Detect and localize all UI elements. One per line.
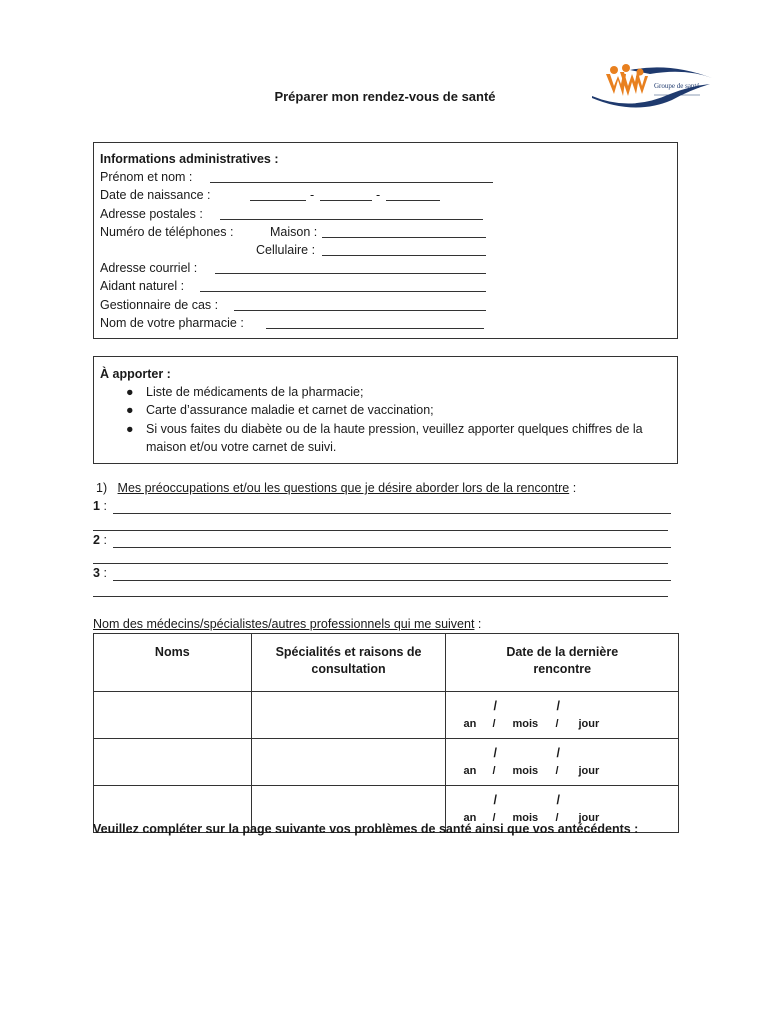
concern-3-line-a[interactable] xyxy=(113,580,671,581)
pharmacy-field[interactable] xyxy=(266,328,484,329)
concern-3-label: 3 : xyxy=(93,566,107,580)
list-item: ● Carte d’assurance maladie et carnet de vaccination; xyxy=(100,401,671,419)
case-manager-field[interactable] xyxy=(234,310,486,311)
name-field[interactable] xyxy=(210,182,493,183)
svg-text:Groupe de santé: Groupe de santé xyxy=(654,82,700,90)
concern-1-line-a[interactable] xyxy=(113,513,671,514)
case-manager-label: Gestionnaire de cas : xyxy=(100,297,219,312)
page-title: Préparer mon rendez-vous de santé xyxy=(274,89,496,104)
organization-logo xyxy=(590,60,715,110)
address-label: Adresse postales : xyxy=(100,206,203,221)
phone-cell-label: Cellulaire : xyxy=(256,242,316,257)
phone-home-field[interactable] xyxy=(322,237,486,238)
caregiver-field[interactable] xyxy=(200,291,486,292)
name-label: Prénom et nom : xyxy=(100,170,193,185)
table-row xyxy=(94,739,679,786)
address-field-row xyxy=(100,205,671,223)
pharmacy-label: Nom de votre pharmacie : xyxy=(100,315,244,330)
birthdate-month-field[interactable] xyxy=(320,200,372,201)
concern-2-label: 2 : xyxy=(93,533,107,547)
doctors-table xyxy=(93,633,679,833)
case-manager-field-row xyxy=(100,296,671,314)
email-label: Adresse courriel : xyxy=(100,261,198,276)
doctor-name-cell[interactable] xyxy=(94,739,252,786)
bullet-icon: ● xyxy=(126,385,134,399)
birthdate-day-field[interactable] xyxy=(386,200,440,201)
column-header-names: Noms xyxy=(94,634,252,692)
people-logo-icon xyxy=(590,60,715,110)
bullet-icon: ● xyxy=(126,403,134,418)
specialty-cell[interactable] xyxy=(251,739,446,786)
last-visit-cell[interactable]: / / an / mois / jour xyxy=(446,739,679,786)
bring-list xyxy=(100,383,671,456)
email-field-row xyxy=(100,259,671,277)
doctor-name-cell[interactable] xyxy=(94,692,252,739)
concern-2-line-a[interactable] xyxy=(113,547,671,548)
birthdate-label: Date de naissance : xyxy=(100,188,211,203)
phone-cell-field[interactable] xyxy=(322,255,486,256)
birthdate-field-row xyxy=(100,186,671,204)
concern-2-line-b[interactable] xyxy=(93,563,668,564)
concern-1-label: 1 : xyxy=(93,499,107,513)
items-to-bring-section xyxy=(93,356,678,464)
table-row xyxy=(94,692,679,739)
caregiver-field-row xyxy=(100,277,671,295)
list-item: ● Liste de médicaments de la pharmacie; xyxy=(100,383,671,401)
email-field[interactable] xyxy=(215,273,486,274)
admin-heading: Informations administratives : xyxy=(100,152,279,166)
doctors-heading: Nom des médecins/spécialistes/autres professionnels qui me suivent : xyxy=(93,617,482,631)
bullet-icon: ● xyxy=(126,421,134,436)
admin-info-section xyxy=(93,142,678,339)
cell-field-row xyxy=(100,241,671,259)
phone-field-row xyxy=(100,223,671,241)
address-field[interactable] xyxy=(220,219,483,220)
date-separator: - xyxy=(310,188,315,203)
column-header-last-visit: Date de la dernière rencontre xyxy=(446,634,679,692)
column-header-specialties: Spécialités et raisons de consultation xyxy=(251,634,446,692)
specialty-cell[interactable] xyxy=(251,692,446,739)
name-field-row xyxy=(100,168,671,186)
footer-instruction: Veuillez compléter sur la page suivante vos problèmes de santé ainsi que vos antécédents : xyxy=(93,822,639,836)
concerns-heading: 1) Mes préoccupations et/ou les questions que je désire aborder lors de la rencontre : xyxy=(96,481,577,495)
phone-label: Numéro de téléphones : xyxy=(100,224,234,239)
birthdate-year-field[interactable] xyxy=(250,200,306,201)
list-item: ● Si vous faites du diabète ou de la haute pression, veuillez apporter quelques chiffres de la maison et/ou votre carnet de suivi. xyxy=(126,421,643,454)
date-separator: - xyxy=(376,188,381,203)
caregiver-label: Aidant naturel : xyxy=(100,279,185,294)
bring-heading: À apporter : xyxy=(100,367,171,381)
concern-1-line-b[interactable] xyxy=(93,530,668,531)
last-visit-cell[interactable]: / / an / mois / jour xyxy=(446,786,679,833)
last-visit-cell[interactable]: / / an / mois / jour xyxy=(446,692,679,739)
pharmacy-field-row xyxy=(100,314,671,332)
concern-3-line-b[interactable] xyxy=(93,596,668,597)
table-header-row xyxy=(94,634,679,692)
phone-home-label: Maison : xyxy=(270,224,318,239)
